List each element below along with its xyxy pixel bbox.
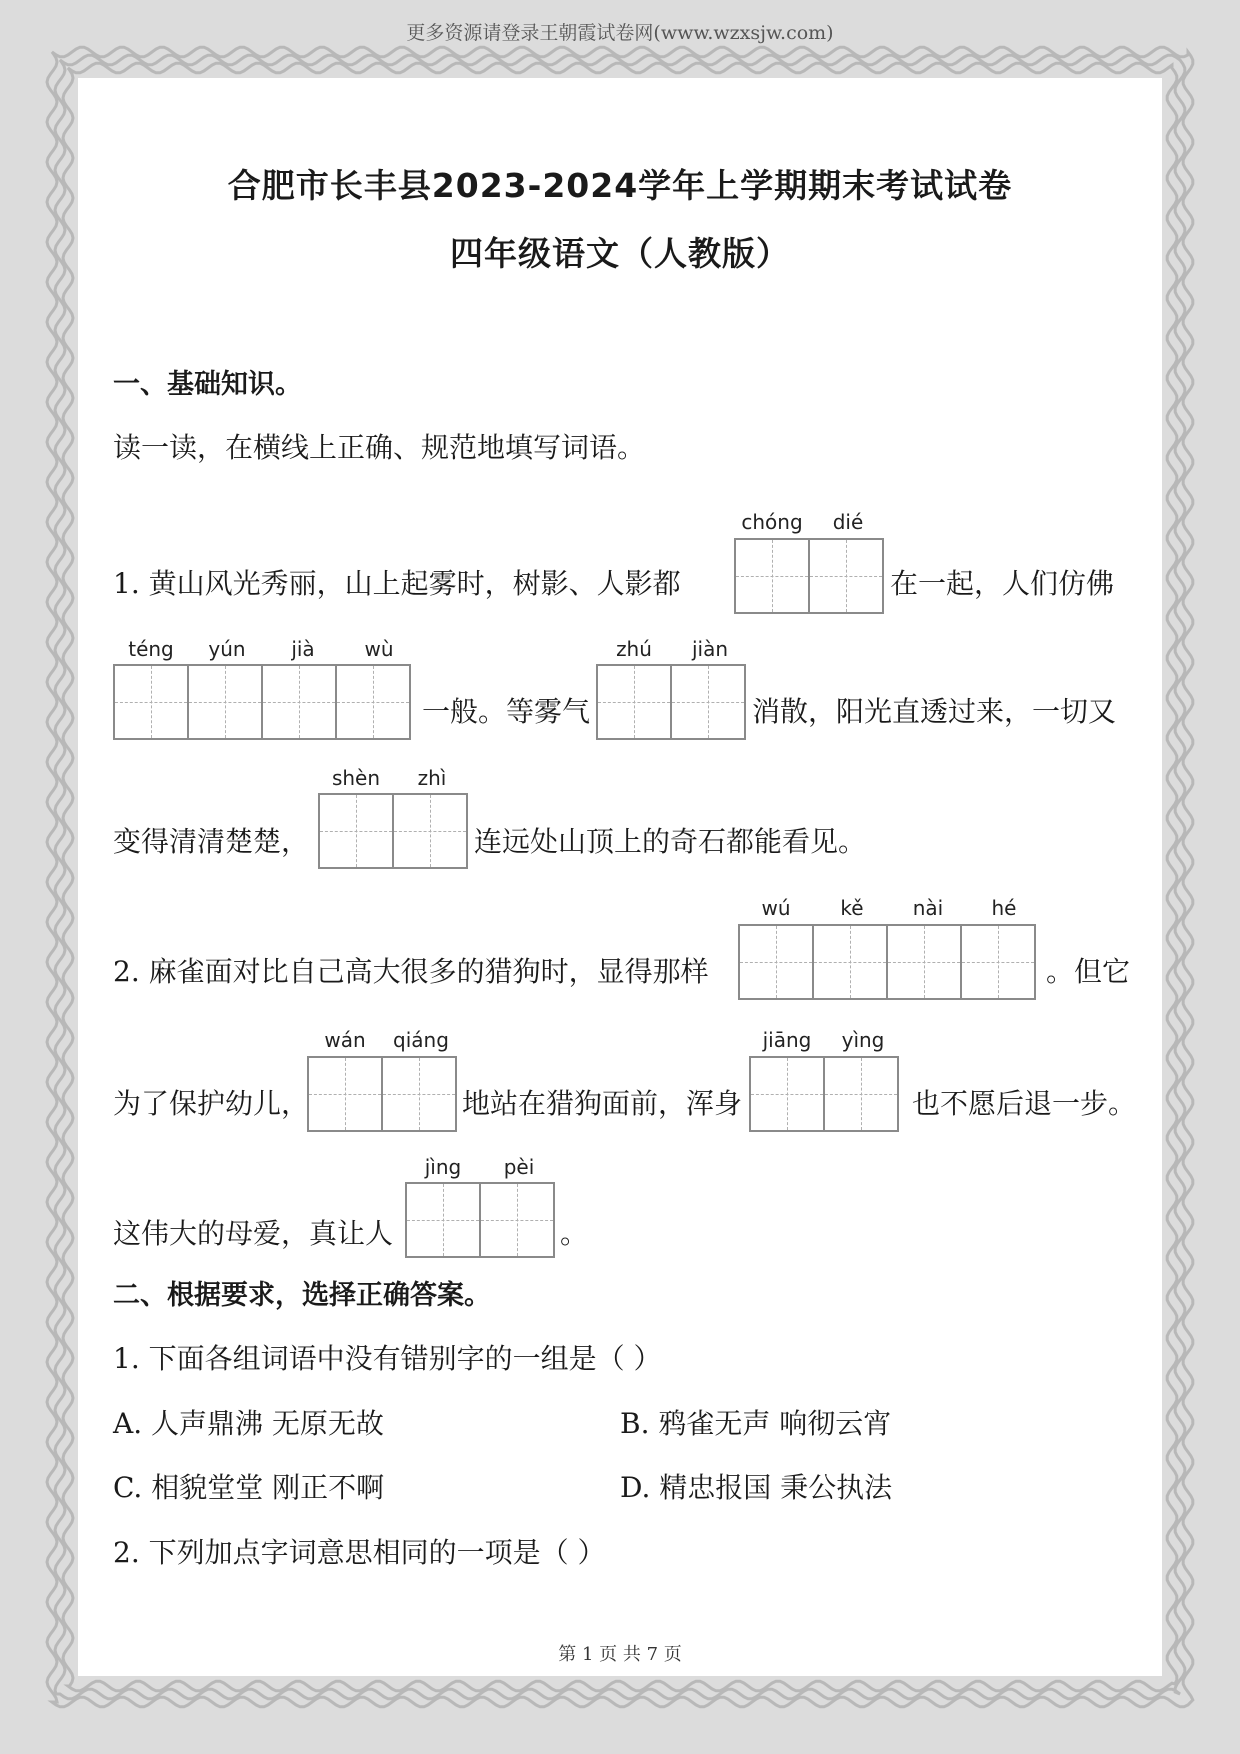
answer-box-jingpei[interactable] <box>405 1182 555 1258</box>
writing-cell[interactable] <box>670 664 746 740</box>
pinyin: jià <box>291 637 315 661</box>
writing-cell[interactable] <box>812 924 888 1000</box>
q1-text-6: 连远处山顶上的奇石都能看见。 <box>474 825 867 858</box>
writing-cell[interactable] <box>738 924 814 1000</box>
section-1-heading: 一、基础知识。 <box>113 369 302 400</box>
q1-text-3: 一般。等雾气 <box>422 695 591 728</box>
pinyin: wù <box>364 637 394 661</box>
pinyin: jiàn <box>691 637 729 661</box>
writing-cell[interactable] <box>596 664 672 740</box>
exam-title: 合肥市长丰县2023-2024学年上学期期末考试试卷 <box>227 166 1013 205</box>
pinyin: chóng <box>741 510 803 534</box>
q2-text-7: 。 <box>560 1217 589 1250</box>
writing-cell[interactable] <box>405 1182 481 1258</box>
writing-cell[interactable] <box>392 793 468 869</box>
answer-box-shenzhi[interactable] <box>318 793 468 869</box>
answer-box-wukenaihe[interactable] <box>738 924 1036 1000</box>
q1-text-5: 变得清清楚楚， <box>113 825 310 858</box>
s2-q1-option-d[interactable]: D. 精忠报国 秉公执法 <box>620 1471 893 1504</box>
s2-q1-option-a[interactable]: A. 人声鼎沸 无原无故 <box>113 1407 384 1440</box>
q2-text-3: 为了保护幼儿， <box>113 1087 310 1120</box>
answer-box-wanqiang[interactable] <box>307 1056 457 1132</box>
writing-cell[interactable] <box>823 1056 899 1132</box>
pinyin: kě <box>840 896 864 920</box>
writing-cell[interactable] <box>381 1056 457 1132</box>
writing-cell[interactable] <box>479 1182 555 1258</box>
s2-q1-stem: 1. 下面各组词语中没有错别字的一组是（ ） <box>113 1342 662 1375</box>
pinyin: pèi <box>503 1155 535 1179</box>
q2-text-2: 。但它 <box>1046 955 1131 988</box>
pinyin: dié <box>832 510 864 534</box>
writing-cell[interactable] <box>808 538 884 614</box>
section-2-heading: 二、根据要求，选择正确答案。 <box>113 1280 491 1311</box>
writing-cell[interactable] <box>261 664 337 740</box>
pinyin: yún <box>208 637 246 661</box>
s2-q2-stem: 2. 下列加点字词意思相同的一项是（ ） <box>113 1536 606 1569</box>
s2-q1-option-b[interactable]: B. 鸦雀无声 响彻云宵 <box>620 1407 892 1440</box>
pinyin: yìng <box>841 1028 885 1052</box>
writing-cell[interactable] <box>318 793 394 869</box>
q2-text-5: 也不愿后退一步。 <box>912 1087 1137 1120</box>
answer-box-chongdie[interactable] <box>734 538 884 614</box>
writing-cell[interactable] <box>734 538 810 614</box>
q1-text-4: 消散，阳光直透过来，一切又 <box>752 695 1117 728</box>
pinyin: jiāng <box>762 1028 812 1052</box>
q2-text-4: 地站在猎狗面前，浑身 <box>462 1087 743 1120</box>
writing-cell[interactable] <box>749 1056 825 1132</box>
answer-box-zhujian[interactable] <box>596 664 746 740</box>
pinyin: zhì <box>417 766 447 790</box>
q1-text-2: 在一起，人们仿佛 <box>890 567 1115 600</box>
writing-cell[interactable] <box>307 1056 383 1132</box>
q1-text-1: 1. 黄山风光秀丽，山上起雾时，树影、人影都 <box>113 567 681 600</box>
section-1-instruction: 读一读，在横线上正确、规范地填写词语。 <box>113 431 646 464</box>
watermark: 更多资源请登录王朝霞试卷网(www.wzxsjw.com) <box>406 22 834 44</box>
pinyin: qiáng <box>393 1028 449 1052</box>
s2-q1-option-c[interactable]: C. 相貌堂堂 刚正不啊 <box>113 1471 385 1504</box>
page-number: 第 1 页 共 7 页 <box>558 1644 682 1665</box>
writing-cell[interactable] <box>960 924 1036 1000</box>
pinyin: hé <box>991 896 1017 920</box>
pinyin: wú <box>761 896 791 920</box>
answer-box-jiangying[interactable] <box>749 1056 899 1132</box>
pinyin: nài <box>912 896 944 920</box>
pinyin: jìng <box>424 1155 462 1179</box>
pinyin: wán <box>324 1028 366 1052</box>
pinyin: téng <box>128 637 174 661</box>
writing-cell[interactable] <box>187 664 263 740</box>
answer-box-tengyunjiawu[interactable] <box>113 664 411 740</box>
q2-text-6: 这伟大的母爱，真让人 <box>113 1217 394 1250</box>
writing-cell[interactable] <box>886 924 962 1000</box>
writing-cell[interactable] <box>335 664 411 740</box>
q2-text-1: 2. 麻雀面对比自己高大很多的猎狗时，显得那样 <box>113 955 709 988</box>
pinyin: shèn <box>331 766 381 790</box>
pinyin: zhú <box>616 637 652 661</box>
exam-subtitle: 四年级语文（人教版） <box>450 234 790 273</box>
writing-cell[interactable] <box>113 664 189 740</box>
